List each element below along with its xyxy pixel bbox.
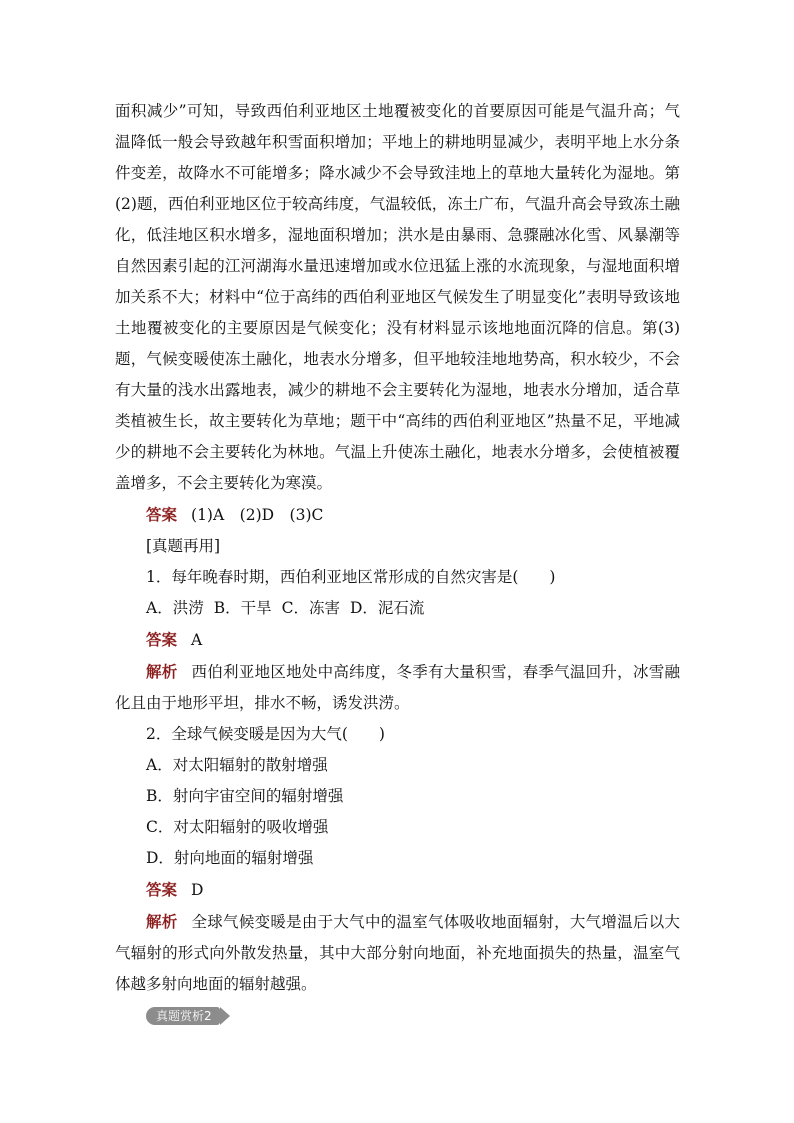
analysis-text: 西伯利亚地区地处中高纬度，冬季有大量积雪，春季气温回升，冰雪融化且由于地形平坦，排水不畅，诱发洪涝。 — [115, 663, 680, 712]
question-2-option-c: C．对太阳辐射的吸收增强 — [146, 818, 329, 836]
answer-label: 答案 — [146, 880, 178, 899]
answer-text: A — [191, 631, 203, 649]
question-2-option-a: A．对太阳辐射的散射增强 — [146, 756, 328, 774]
question-1-analysis — [115, 656, 680, 719]
answer-label: 答案 — [146, 505, 178, 524]
section-tag: [真题再用] — [146, 537, 221, 555]
question-2-option-b: B．射向宇宙空间的辐射增强 — [146, 787, 344, 805]
option-a: A．洪涝 — [146, 599, 204, 617]
question-1-stem: 1．每年晚春时期，西伯利亚地区常形成的自然灾害是( ) — [146, 568, 556, 586]
option-d: D．泥石流 — [349, 599, 425, 617]
analysis-label: 解析 — [146, 662, 178, 681]
analysis-text: 全球气候变暖是由于大气中的温室气体吸收地面辐射，大气增温后以大气辐射的形式向外散发热量，其中大部分射向地面，补充地面损失的热量，温室气体越多射向地面的辐射越强。 — [115, 913, 680, 993]
analysis-label: 解析 — [146, 912, 178, 931]
section-badge: 真题赏析2 — [146, 1007, 220, 1025]
question-1-answer — [115, 624, 680, 656]
question-2-analysis — [115, 906, 680, 1000]
question-2-stem: 2．全球气候变暖是因为大气( ) — [146, 725, 385, 743]
answer-text: (1)A (2)D (3)C — [191, 506, 324, 524]
question-2-option-d: D．射向地面的辐射增强 — [146, 849, 314, 867]
answer-label: 答案 — [146, 630, 178, 649]
question-2-answer — [115, 874, 680, 906]
option-c: C．冻害 — [281, 599, 340, 617]
question-1-options — [115, 593, 680, 624]
explanation-paragraph: 面积减少”可知，导致西伯利亚地区土地覆被变化的首要原因可能是气温升高；气温降低一般会导致越年积雪面积增加；平地上的耕地明显减少，表明平地上水分条件变差，故降水不可能增多；降水减少不会导致洼地上的草地大量转化为湿地。第(2)题，西伯利亚地区位于较高纬度，气温较低，冻土广布，气温升高会导致冻土融化，低洼地区积水增多，湿地面积增加；洪水是由暴雨、急骤融冰化雪、风暴潮等自然因素引起的江河湖海水量迅速增加或水位迅猛上涨的水流现象，与湿地面积增加关系不大；材料中“位于高纬的西伯利亚地区气候发生了明显变化”表明导致该地土地覆被变化的主要原因是气候变化；没有材料显示该地地面沉降的信息。第(3)题，气候变暖使冻土融化，地表水分增多，但平地较洼地地势高，积水较少，不会有大量的浅水出露地表，减少的耕地不会主要转化为湿地，地表水分增加，适合草类植被生长，故主要转化为草地；题干中“高纬的西伯利亚地区”热量不足，平地减少的耕地不会主要转化为林地。气温上升使冻土融化，地表水分增多，会使植被覆盖增多，不会主要转化为寒漠。 — [115, 102, 680, 492]
option-b: B．干旱 — [213, 599, 272, 617]
answer-text: D — [191, 881, 204, 899]
answer-line-1 — [115, 499, 680, 531]
document-body — [115, 96, 680, 1031]
